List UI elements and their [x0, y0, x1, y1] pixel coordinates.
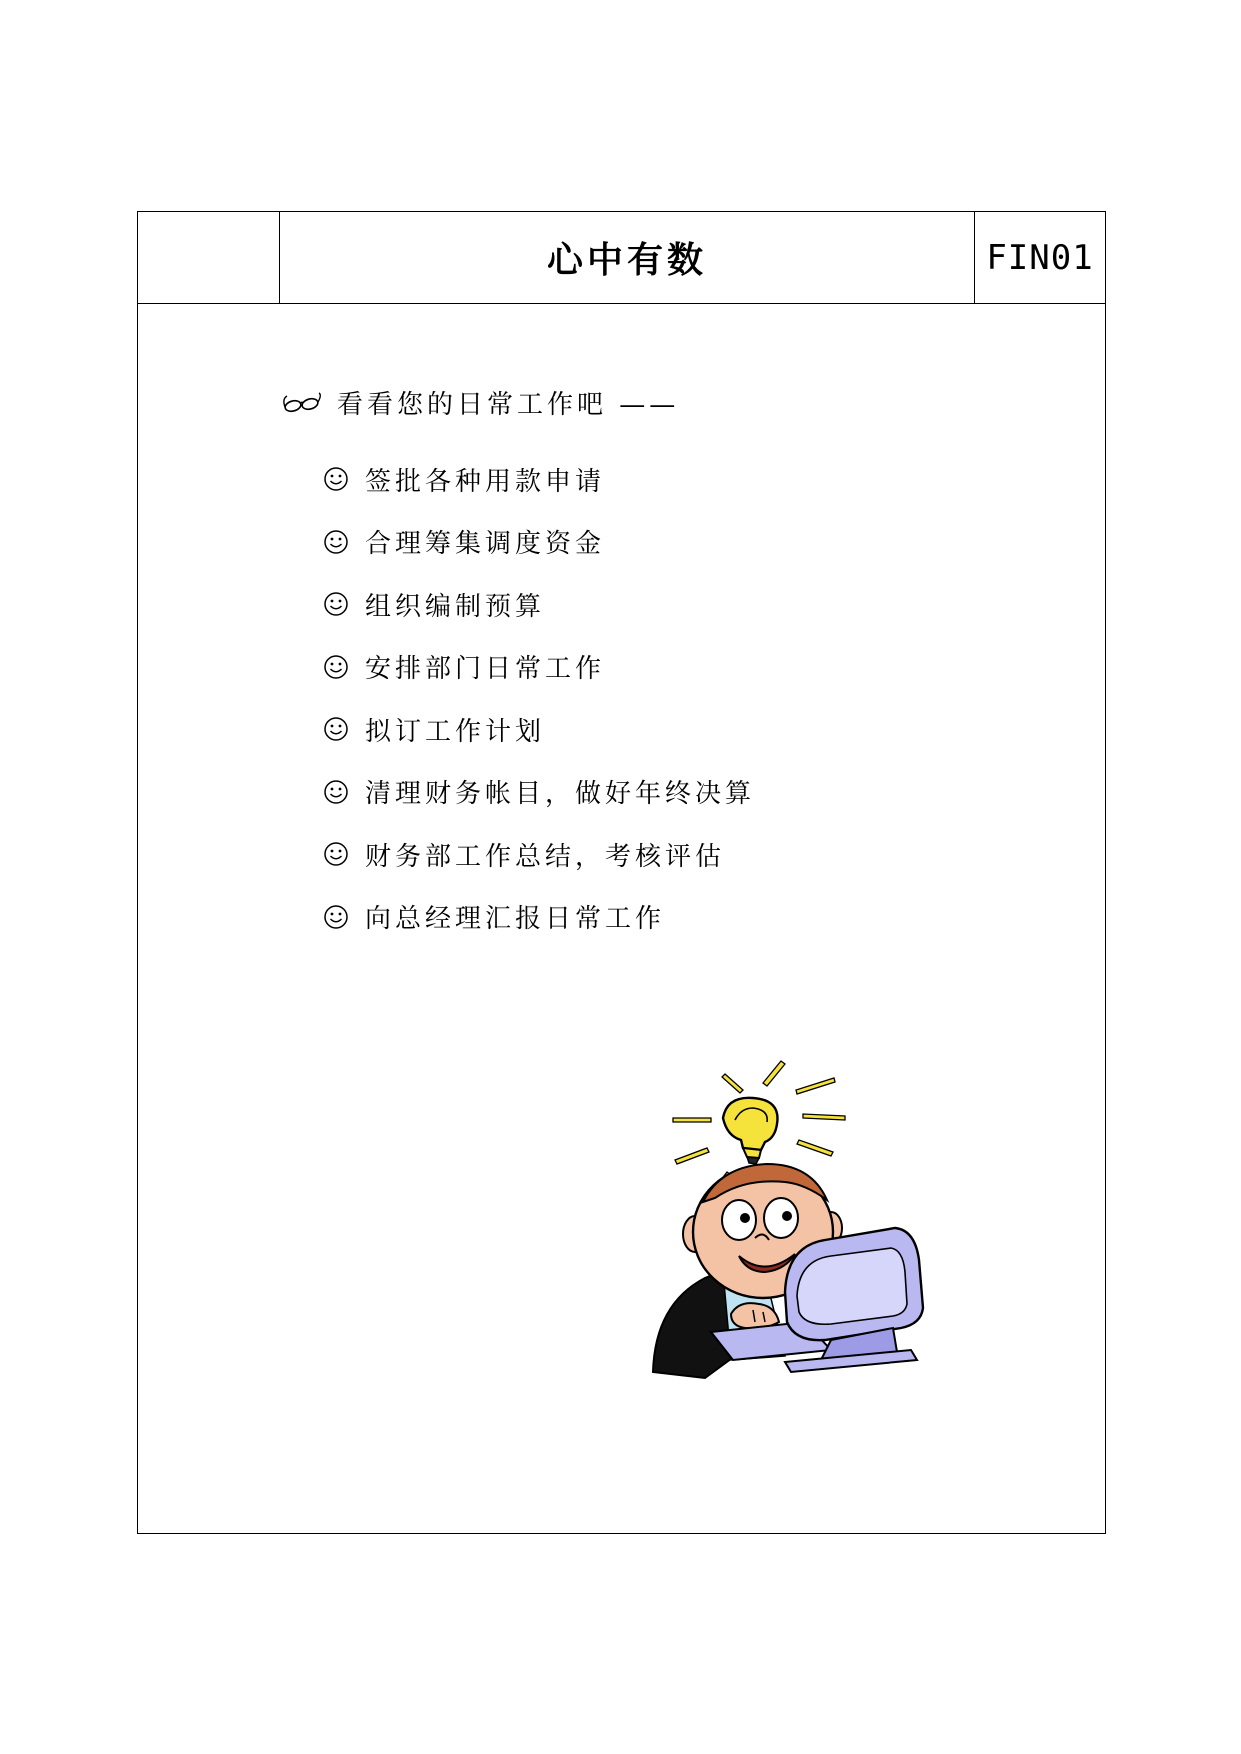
list-item [323, 823, 755, 886]
intro-text: 看看您的日常工作吧 —— [337, 390, 680, 420]
list-item [323, 448, 755, 511]
smiley-icon [323, 716, 349, 742]
list-item [323, 761, 755, 824]
list-item [323, 511, 755, 574]
smiley-icon [323, 466, 349, 492]
document-code: FIN01 [986, 237, 1094, 278]
list-item [323, 636, 755, 699]
task-list [323, 448, 755, 948]
header-row [138, 212, 1105, 304]
list-item-label: 组织编制预算 [365, 591, 546, 622]
smiley-icon [323, 529, 349, 555]
list-item-label: 签批各种用款申请 [365, 466, 606, 497]
list-item-label: 安排部门日常工作 [365, 654, 606, 685]
list-item [323, 698, 755, 761]
glasses-icon [281, 391, 323, 415]
list-item-label: 合理筹集调度资金 [365, 529, 606, 560]
list-item [323, 573, 755, 636]
list-item-label: 向总经理汇报日常工作 [365, 904, 666, 935]
list-item-label: 拟订工作计划 [365, 716, 546, 747]
smiley-icon [323, 904, 349, 930]
list-item-label: 清理财务帐目，做好年终决算 [365, 779, 756, 810]
lightbulb-icon [723, 1098, 778, 1164]
smiley-icon [323, 779, 349, 805]
smiley-icon [323, 841, 349, 867]
header-empty-cell [138, 212, 280, 303]
page-title: 心中有数 [280, 212, 975, 303]
intro-line [281, 384, 679, 421]
smiley-icon [323, 654, 349, 680]
list-item-label: 财务部工作总结，考核评估 [365, 841, 726, 872]
smiley-icon [323, 591, 349, 617]
document-frame [137, 211, 1106, 1534]
man-at-computer-illustration [635, 1060, 1075, 1380]
list-item [323, 886, 755, 949]
